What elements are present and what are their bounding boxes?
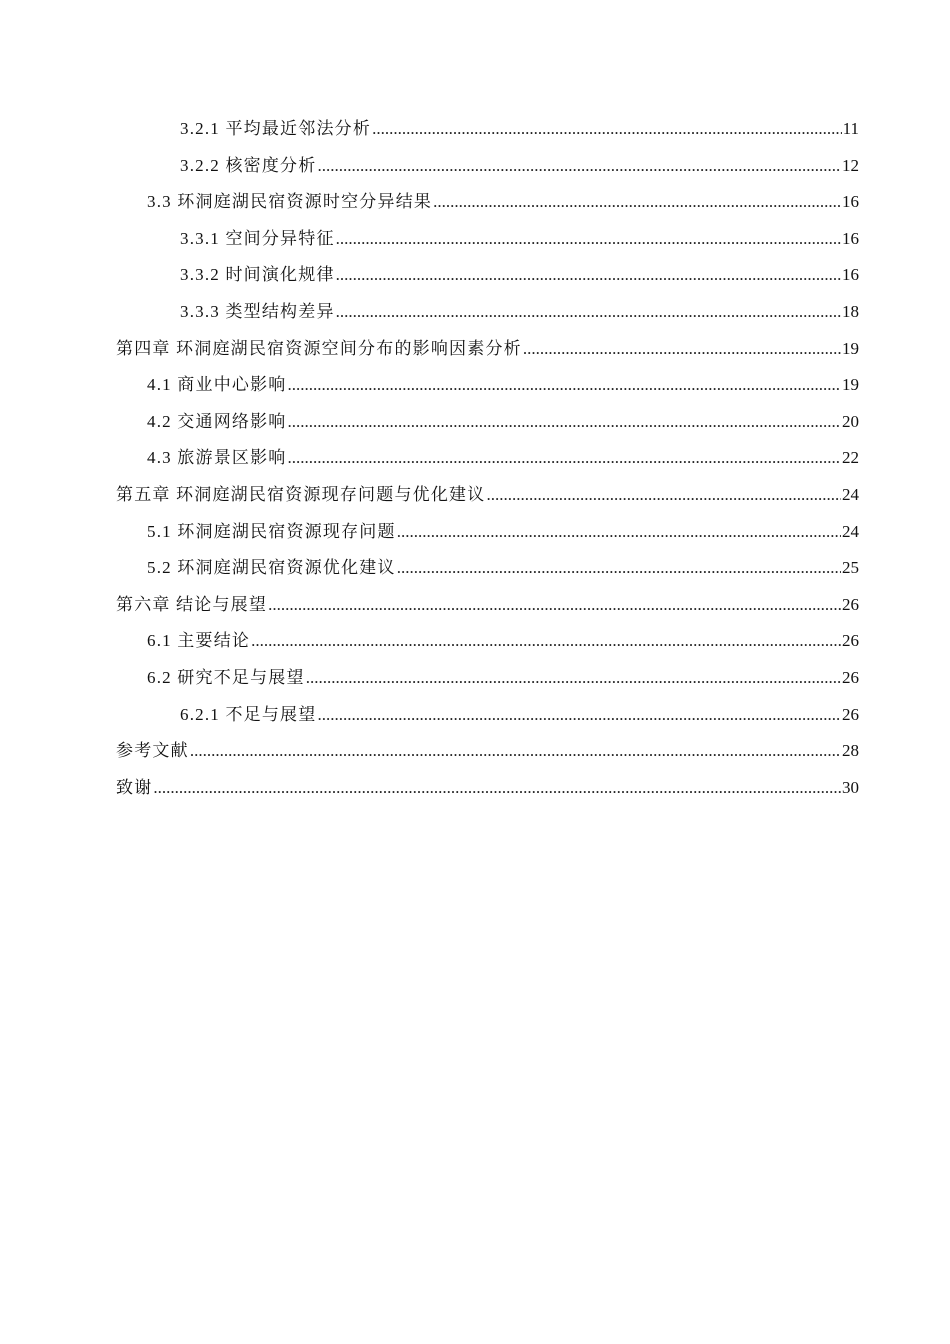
toc-entry[interactable] (0, 514, 950, 551)
toc-page-number: 19 (842, 338, 859, 358)
toc-dot-leader (251, 623, 841, 660)
toc-entry-title: 第六章 结论与展望 (116, 594, 268, 614)
toc-page-number: 26 (842, 667, 859, 687)
toc-dot-leader (336, 257, 841, 294)
toc-entry[interactable] (0, 148, 950, 185)
toc-page-number: 16 (842, 265, 859, 285)
toc-entry-title: 5.2 环洞庭湖民宿资源优化建议 (147, 558, 396, 578)
toc-entry-title: 6.1 主要结论 (147, 631, 251, 651)
toc-entry[interactable] (0, 184, 950, 221)
toc-entry[interactable] (0, 697, 950, 734)
toc-dot-leader (397, 514, 841, 551)
toc-dot-leader (190, 733, 841, 770)
toc-page-number: 26 (842, 704, 859, 724)
toc-dot-leader (153, 770, 841, 807)
toc-dot-leader (433, 184, 841, 221)
toc-entry[interactable] (0, 733, 950, 770)
toc-entry-title: 3.3.1 空间分异特征 (180, 228, 335, 248)
toc-entry-title: 6.2.1 不足与展望 (180, 704, 317, 724)
toc-entry-title: 3.2.1 平均最近邻法分析 (180, 119, 372, 138)
toc-dot-leader (397, 550, 841, 587)
toc-dot-leader (306, 660, 841, 697)
toc-page-number: 12 (842, 155, 859, 175)
toc-entry-title: 5.1 环洞庭湖民宿资源现存问题 (147, 521, 396, 541)
table-of-contents (0, 111, 950, 806)
toc-entry-title: 第四章 环洞庭湖民宿资源空间分布的影响因素分析 (116, 338, 522, 358)
toc-dot-leader (523, 331, 841, 368)
toc-page-number: 26 (842, 594, 859, 614)
toc-dot-leader (288, 440, 842, 477)
toc-page-number: 11 (842, 119, 859, 138)
toc-page-number: 28 (842, 741, 859, 761)
toc-page-number: 16 (842, 192, 859, 212)
toc-entry[interactable] (0, 770, 950, 807)
toc-entry[interactable] (0, 623, 950, 660)
toc-entry-title: 3.3.2 时间演化规律 (180, 265, 335, 285)
toc-dot-leader (288, 367, 842, 404)
toc-entry-title: 4.3 旅游景区影响 (147, 448, 287, 468)
toc-page-number: 18 (842, 301, 859, 321)
toc-page-number: 22 (842, 448, 859, 468)
toc-entry-title: 3.3 环洞庭湖民宿资源时空分异结果 (147, 192, 433, 212)
toc-entry-title: 3.2.2 核密度分析 (180, 155, 317, 175)
toc-page-number: 24 (842, 484, 859, 504)
toc-entry[interactable] (0, 294, 950, 331)
toc-dot-leader (336, 221, 841, 258)
toc-page-number: 30 (842, 777, 859, 797)
toc-entry-title: 6.2 研究不足与展望 (147, 667, 305, 687)
toc-entry[interactable] (0, 331, 950, 368)
toc-dot-leader (372, 111, 842, 148)
toc-entry[interactable] (0, 660, 950, 697)
toc-entry[interactable] (0, 477, 950, 514)
toc-entry-title: 4.2 交通网络影响 (147, 411, 287, 431)
toc-dot-leader (317, 697, 841, 734)
toc-entry-title: 3.3.3 类型结构差异 (180, 301, 335, 321)
toc-page-number: 26 (842, 631, 859, 651)
toc-entry[interactable] (0, 221, 950, 258)
toc-entry[interactable] (0, 587, 950, 624)
toc-entry[interactable] (0, 367, 950, 404)
toc-page-number: 20 (842, 411, 859, 431)
toc-dot-leader (268, 587, 841, 624)
toc-page-number: 19 (842, 375, 859, 395)
toc-entry[interactable] (0, 440, 950, 477)
toc-entry-title: 第五章 环洞庭湖民宿资源现存问题与优化建议 (116, 484, 486, 504)
toc-dot-leader (486, 477, 841, 514)
toc-entry-title: 参考文献 (116, 741, 189, 761)
toc-dot-leader (288, 404, 842, 441)
toc-entry[interactable] (0, 111, 950, 148)
toc-entry[interactable] (0, 404, 950, 441)
toc-dot-leader (317, 148, 841, 185)
toc-page-number: 16 (842, 228, 859, 248)
toc-entry[interactable] (0, 550, 950, 587)
toc-page-number: 24 (842, 521, 859, 541)
toc-entry[interactable] (0, 257, 950, 294)
toc-dot-leader (336, 294, 841, 331)
toc-entry-title: 致谢 (116, 777, 153, 797)
toc-entry-title: 4.1 商业中心影响 (147, 375, 287, 395)
toc-page-number: 25 (842, 558, 859, 578)
